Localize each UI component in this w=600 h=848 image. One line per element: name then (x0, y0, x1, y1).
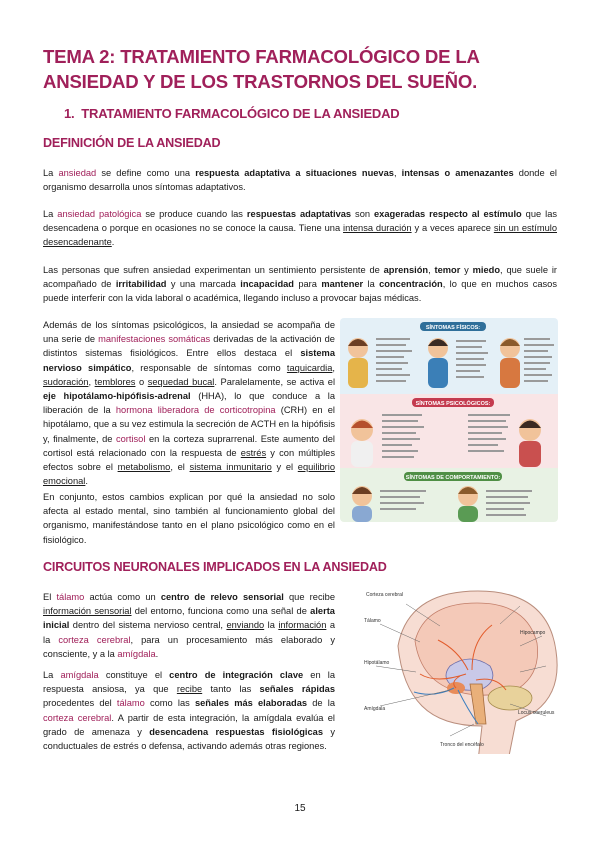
text-run: , (88, 376, 95, 387)
text-run: Las personas que sufren ansiedad experimentan un sentimiento persistente de (43, 265, 384, 275)
text-run: . Paralelamente, se activa el (214, 376, 336, 387)
text-run: sudoración (43, 376, 89, 387)
text-run: incapacidad (240, 279, 294, 290)
text-run: mantener (321, 279, 364, 290)
text-run: y con múltiples efectos sobre el (43, 447, 335, 473)
text-run: información (278, 620, 327, 631)
text-run: derivadas de la activación de distintos sistemas fisiológicos. Entre ellos destaca el (43, 334, 335, 359)
paragraph (43, 490, 335, 547)
text-run: intensas o amenazantes (401, 168, 514, 178)
paragraph (43, 668, 335, 753)
text-run: para (293, 279, 322, 290)
text-run: del entorno, funciona como una señal de (131, 606, 311, 617)
text-run: , responsable de síntomas como (131, 362, 287, 373)
text-run: dentro del sistema nervioso central, (69, 620, 227, 631)
text-run: concentración (379, 279, 443, 290)
text-run: . (155, 648, 159, 659)
text-run: ansiedad patológica (57, 209, 142, 219)
text-run: Además de los síntomas psicológicos, la ansiedad se acompaña de una serie de (43, 320, 335, 345)
paragraph (43, 263, 557, 306)
text-run: , (393, 168, 402, 178)
text-run: y una marcada (166, 279, 241, 290)
subsection-heading-circuitos: CIRCUITOS NEURONALES IMPLICADOS EN LA ANSIEDAD (43, 560, 387, 574)
text-run: en la corteza suprarrenal. Este aumento del cortisol está relacionado con la respuesta de (43, 433, 335, 458)
text-run: actúa como un (84, 592, 161, 602)
text-run: . (111, 237, 115, 248)
text-run: amígdala (60, 670, 99, 680)
text-run: estrés (240, 447, 267, 458)
text-run: , que suele ir acompañado de (43, 265, 557, 290)
text-run: temblores (94, 376, 136, 387)
text-run: centro de integración clave (169, 670, 304, 680)
text-run: señales más elaboradas (194, 698, 308, 709)
text-run: amígdala (117, 648, 156, 659)
text-run: enviando (226, 620, 265, 631)
text-run: (CRH) en el hipotálamo, que a su vez estimula la secreción de ACTH en la hipófisis y, finalmente, de (43, 405, 335, 444)
text-run: la (363, 279, 380, 290)
section-heading (64, 106, 399, 121)
text-run: , lo que en muchos casos puede interferir con la vida laboral o académica, llegando incluso a provocar bajas médicas. (43, 279, 558, 304)
person-illustration (428, 338, 448, 388)
person-illustration (348, 338, 368, 388)
text-run: , (332, 362, 335, 373)
person-illustration (519, 419, 541, 467)
text-run: La (43, 670, 61, 680)
text-run: cortisol (115, 433, 146, 444)
text-run: miedo (472, 265, 501, 275)
text-run: manifestaciones somáticas (98, 334, 211, 345)
text-run: hormona liberadora de corticotropina (115, 405, 276, 416)
text-run: La (43, 168, 59, 178)
section-number: 1. (64, 106, 75, 121)
text-run: donde el organismo desarrolla unos síntomas adaptativos. (43, 168, 557, 193)
brain-label: Hipocampo (520, 630, 546, 636)
text-run: temor (434, 265, 461, 275)
text-run: se define como una (96, 168, 196, 178)
text-run: intensa duración (343, 223, 412, 234)
text-run: en la respuesta ansiosa, ya que (43, 670, 335, 695)
paragraph (43, 166, 557, 194)
text-run: se produce cuando las (141, 209, 247, 219)
text-run: En conjunto, estos cambios explican por qué la ansiedad no solo afecta al estado mental, sino también al funcionamiento global del organismo, manifestándose tanto en el plano psicológico como en el fisiológico. (43, 492, 335, 545)
text-run: aprensión (383, 265, 429, 275)
brain-label: Tronco del encéfalo (440, 742, 484, 748)
text-run: desencadena respuestas fisiológicas (149, 726, 324, 737)
brain-label: Tálamo (364, 618, 381, 624)
psicologicos-title: SÍNTOMAS PSICOLÓGICOS: (415, 401, 491, 407)
subsection-heading-definicion: DEFINICIÓN DE LA ANSIEDAD (43, 136, 221, 150)
text-run: la (264, 620, 279, 631)
text-run: procedentes del (43, 698, 117, 709)
text-run: exageradas respecto al estímulo (374, 209, 522, 219)
text-run: (HHA), lo que conduce a la liberación de la (43, 391, 335, 416)
brain-circuit-diagram (360, 586, 565, 754)
text-run: y conductuales de estrés o defensa, activando además otras regiones. (43, 726, 335, 752)
text-run: irritabilidad (115, 279, 167, 290)
brain-label: Hipotálamo (364, 660, 390, 666)
fisicos-title: SÍNTOMAS FÍSICOS: (425, 325, 481, 331)
person-illustration (500, 338, 520, 388)
text-run: tanto las (202, 684, 260, 695)
text-run: que las desencadena o porque en ocasiones no se conoce la causa. Tiene una (43, 209, 558, 234)
paragraph (43, 318, 335, 488)
text-run: y el (271, 462, 298, 473)
text-run: como las (144, 698, 195, 709)
text-run: recibe (176, 684, 203, 695)
text-run: información sensorial (43, 606, 132, 617)
text-run: corteza cerebral (43, 712, 112, 723)
text-run: a la (43, 620, 335, 645)
text-run: sistema inmunitario (189, 462, 272, 473)
text-run: , para un procesamiento más elaborado y consciente, y a la (43, 634, 335, 659)
section-title: TRATAMIENTO FARMACOLÓGICO DE LA ANSIEDAD (81, 106, 400, 121)
text-run: sin un estímulo desencadenante (43, 223, 557, 248)
page-title: TEMA 2: TRATAMIENTO FARMACOLÓGICO DE LA ANSIEDAD Y DE LOS TRASTORNOS DEL SUEÑO. (43, 46, 480, 92)
text-run: constituye el (98, 670, 170, 680)
text-run: ansiedad (58, 168, 97, 178)
text-run: que recibe (283, 592, 335, 602)
text-run: sistema nervioso simpático (43, 348, 335, 373)
text-run: tálamo (56, 592, 85, 602)
text-run: de la (307, 698, 335, 709)
paragraph (43, 590, 335, 661)
brain-label: Corteza cerebral (366, 592, 403, 598)
brain-label: Amígdala (364, 706, 386, 712)
text-run: . (85, 476, 88, 487)
text-run: corteza cerebral (58, 634, 131, 645)
text-run: equilibrio emocional (43, 462, 335, 487)
text-run: eje hipotálamo-hipófisis-adrenal (43, 391, 191, 402)
symptoms-infographic (340, 318, 558, 522)
text-run: , el (170, 462, 190, 473)
text-run: alerta inicial (43, 606, 335, 631)
text-run: respuesta adaptativa a situaciones nuevas (195, 168, 394, 178)
text-run: señales rápidas (259, 684, 335, 695)
text-run: taquicardia (286, 362, 333, 373)
comportamiento-title: SÍNTOMAS DE COMPORTAMIENTO: (405, 475, 501, 481)
text-run: y a veces aparece (411, 223, 494, 234)
text-run: son (351, 209, 374, 219)
text-run: sequedad bucal (147, 376, 215, 387)
person-illustration (351, 419, 373, 467)
text-run: respuestas adaptativas (246, 209, 352, 219)
brain-label: Locus coeruleus (518, 710, 555, 716)
text-run: . A partir de esta integración, la amígdala evalúa el grado de amenaza y (43, 712, 335, 737)
text-run: o (135, 376, 148, 387)
text-run: tálamo (116, 698, 145, 709)
text-run: metabolismo (117, 462, 171, 473)
text-run: El (43, 592, 57, 602)
page-number: 15 (294, 803, 306, 814)
text-run: y (460, 265, 473, 275)
text-run: , (428, 265, 435, 275)
paragraph (43, 207, 557, 250)
text-run: La (43, 209, 58, 219)
text-run: centro de relevo sensorial (160, 592, 284, 602)
